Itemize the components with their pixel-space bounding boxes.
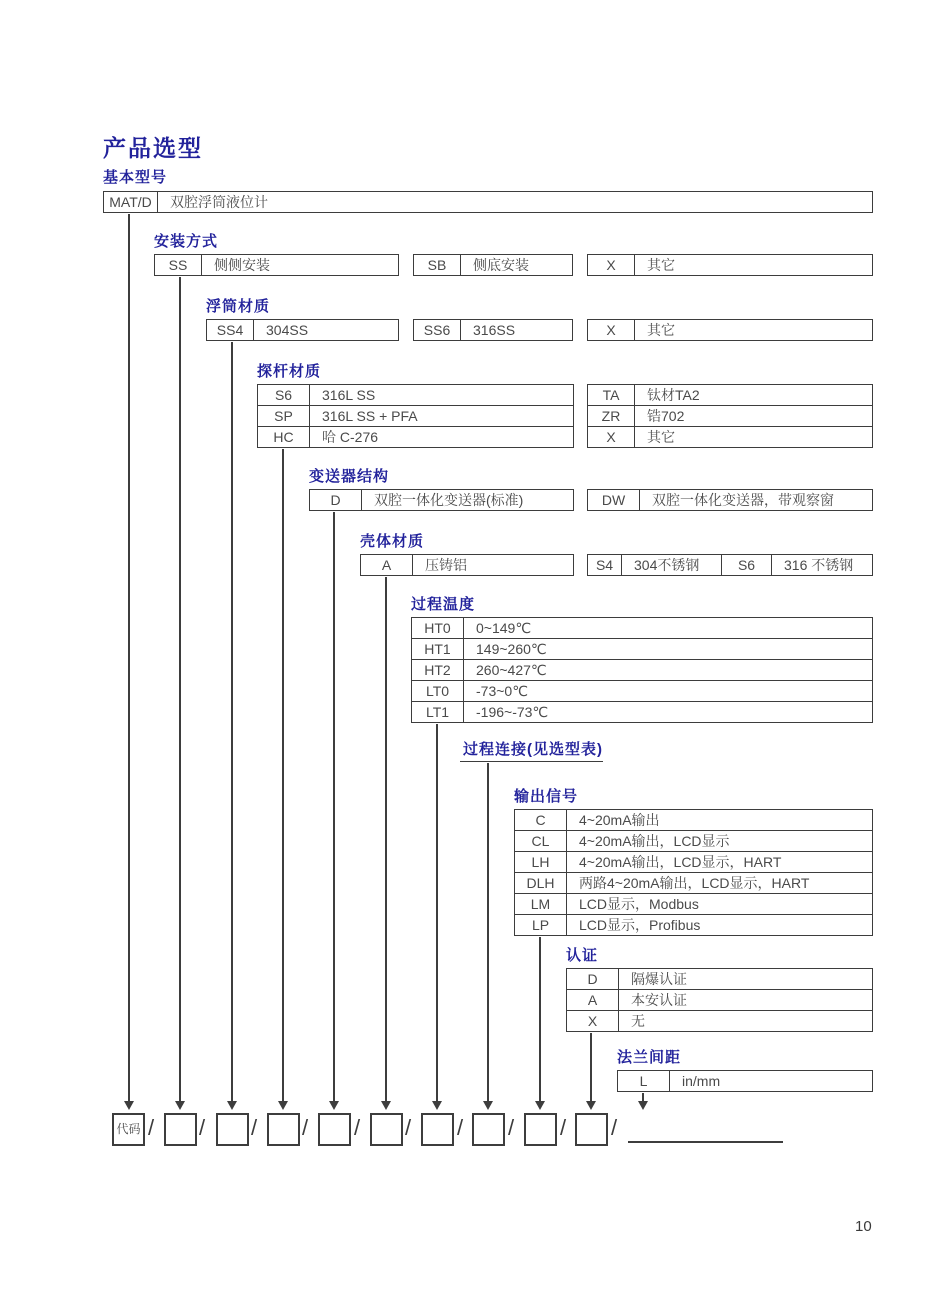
table-row: [258, 405, 573, 426]
table-row: [515, 851, 872, 872]
section-label-basic-model: 基本型号: [103, 169, 168, 186]
table-row: [567, 1010, 872, 1031]
section-label-flange-spacing: 法兰间距: [617, 1049, 682, 1066]
code-blank-box-mounting: [164, 1113, 197, 1146]
desc-cell: 哈 C-276: [309, 427, 573, 447]
desc-cell: -73~0℃: [463, 681, 872, 701]
code-cell: HT2: [424, 662, 451, 678]
table-displacer-ss6: [413, 319, 573, 341]
section-label-transmitter-structure: 变送器结构: [309, 468, 390, 485]
code-cell: SB: [427, 257, 447, 273]
connector-line-basic-model: [128, 214, 130, 1102]
page-title: 产品选型: [103, 135, 203, 161]
desc-cell: 隔爆认证: [618, 969, 872, 989]
code-cell: CL: [531, 833, 550, 849]
table-row: [588, 426, 872, 447]
code-blank-box-connection: [472, 1113, 505, 1146]
code-cell: HT0: [424, 620, 451, 636]
code-cell: S4: [595, 557, 614, 573]
code-blank-box-certification: [575, 1113, 608, 1146]
table-row: [258, 426, 573, 447]
table-row: [104, 192, 872, 212]
section-label-process-connection: 过程连接(见选型表): [463, 741, 603, 758]
slash-separator: /: [354, 1115, 361, 1140]
table-stem-right: [587, 384, 873, 448]
desc-cell: LCD显示，Modbus: [566, 894, 872, 914]
code-blank-box-transmitter: [318, 1113, 351, 1146]
slash-separator: /: [302, 1115, 309, 1140]
desc-cell: 304不锈钢: [621, 555, 721, 575]
code-cell: L: [639, 1073, 648, 1089]
desc-cell: 4~20mA输出: [566, 810, 872, 830]
table-certification: [566, 968, 873, 1032]
table-row: [414, 320, 572, 340]
table-row: [515, 810, 872, 830]
table-output-signal: [514, 809, 873, 936]
table-row: [567, 989, 872, 1010]
desc-cell: 侧底安装: [460, 255, 572, 275]
desc-cell: 260~427℃: [463, 660, 872, 680]
code-cell: DW: [601, 492, 626, 508]
table-row: [588, 405, 872, 426]
table-displacer-other: [587, 319, 873, 341]
code-blank-box-temperature: [421, 1113, 454, 1146]
table-row: [155, 255, 398, 275]
section-label-stem-material: 探杆材质: [257, 363, 322, 380]
section-label-certification: 认证: [566, 947, 599, 964]
connector-line-connection: [487, 763, 489, 1102]
flange-spacing-blank-line: [628, 1141, 783, 1143]
connector-line-transmitter: [333, 512, 335, 1102]
desc-cell: 锆702: [634, 406, 872, 426]
code-cell: LH: [531, 854, 550, 870]
connector-line-temperature: [436, 724, 438, 1102]
table-housing-stainless: [587, 554, 873, 576]
desc-cell: 无: [618, 1011, 872, 1031]
table-row: [412, 638, 872, 659]
code-cell: X: [587, 1013, 598, 1029]
code-cell: SS: [168, 257, 188, 273]
table-row: [412, 701, 872, 722]
code-cell: A: [587, 992, 598, 1008]
slash-separator: /: [405, 1115, 412, 1140]
desc-cell: 侧侧安装: [201, 255, 398, 275]
arrow-down-icon: [278, 1101, 288, 1110]
table-displacer-ss4: [206, 319, 399, 341]
table-row: [588, 320, 872, 340]
arrow-down-icon: [381, 1101, 391, 1110]
slash-separator: /: [611, 1115, 618, 1140]
connector-line-certification: [590, 1033, 592, 1102]
desc-cell: 316L SS: [309, 385, 573, 405]
connector-line-mounting: [179, 277, 181, 1102]
code-cell: DLH: [526, 875, 555, 891]
desc-cell: LCD显示，Profibus: [566, 915, 872, 935]
code-cell: SP: [274, 408, 293, 424]
code-cell: A: [381, 557, 392, 573]
code-cell: SS6: [423, 322, 451, 338]
section-label-process-temperature: 过程温度: [411, 596, 476, 613]
code-cell: X: [606, 322, 616, 338]
page-number: 10: [855, 1218, 872, 1235]
table-row: [567, 969, 872, 989]
table-row: [258, 385, 573, 405]
desc-cell: 双腔一体化变送器，带观察窗: [639, 490, 872, 510]
table-row: [588, 490, 872, 510]
desc-cell: 钛材TA2: [634, 385, 872, 405]
table-row: [412, 680, 872, 701]
table-row: [588, 555, 872, 575]
process-connection-underline: [460, 761, 603, 762]
code-blank-box-housing: [370, 1113, 403, 1146]
code-blank-box-stem: [267, 1113, 300, 1146]
code-cell: LT1: [425, 704, 450, 720]
code-cell: HC: [273, 429, 294, 445]
section-label-output-signal: 输出信号: [514, 788, 579, 805]
arrow-down-icon: [483, 1101, 493, 1110]
desc-cell: 304SS: [253, 320, 398, 340]
desc-cell: 本安认证: [618, 990, 872, 1010]
desc-cell: 4~20mA输出，LCD显示: [566, 831, 872, 851]
table-row: [412, 618, 872, 638]
connector-line-stem: [282, 449, 284, 1102]
table-row: [515, 893, 872, 914]
table-row: [207, 320, 398, 340]
table-mounting-sb: [413, 254, 573, 276]
code-blank-box-output: [524, 1113, 557, 1146]
arrow-down-icon: [535, 1101, 545, 1110]
table-row: [515, 830, 872, 851]
code-cell: LT0: [425, 683, 450, 699]
table-row: [515, 914, 872, 935]
desc-cell: 两路4~20mA输出，LCD显示，HART: [566, 873, 872, 893]
code-cell: ZR: [601, 408, 621, 424]
table-stem-left: [257, 384, 574, 448]
desc-cell: 316L SS + PFA: [309, 406, 573, 426]
slash-separator: /: [457, 1115, 464, 1140]
desc-cell: 其它: [634, 320, 872, 340]
slash-separator: /: [560, 1115, 567, 1140]
connector-line-displacer: [231, 342, 233, 1102]
arrow-down-icon: [227, 1101, 237, 1110]
desc-cell: 4~20mA输出，LCD显示，HART: [566, 852, 872, 872]
section-label-housing-material: 壳体材质: [360, 533, 425, 550]
desc-cell: 316 不锈钢: [771, 555, 872, 575]
desc-cell: 压铸铝: [412, 555, 573, 575]
desc-cell: in/mm: [669, 1071, 872, 1091]
code-cell: C: [535, 812, 546, 828]
table-row: [515, 872, 872, 893]
code-cell: X: [606, 429, 616, 445]
code-blank-box-displacer: [216, 1113, 249, 1146]
connector-line-output: [539, 937, 541, 1102]
code-row-label-box: [112, 1113, 145, 1146]
table-row: [588, 385, 872, 405]
code-cell: LP: [531, 917, 550, 933]
desc-cell: 316SS: [460, 320, 572, 340]
desc-cell: 0~149℃: [463, 618, 872, 638]
arrow-down-icon: [586, 1101, 596, 1110]
table-transmitter-window: [587, 489, 873, 511]
table-row: [361, 555, 573, 575]
connector-line-housing: [385, 577, 387, 1102]
desc-cell: 双腔浮筒液位计: [157, 192, 872, 212]
arrow-down-icon: [432, 1101, 442, 1110]
arrow-down-icon: [329, 1101, 339, 1110]
table-flange-spacing: [617, 1070, 873, 1092]
table-transmitter-standard: [309, 489, 574, 511]
slash-separator: /: [508, 1115, 515, 1140]
arrow-down-icon: [175, 1101, 185, 1110]
table-row: [414, 255, 572, 275]
code-cell: D: [587, 971, 598, 987]
code-cell: S6: [274, 387, 293, 403]
table-mounting-other: [587, 254, 873, 276]
arrow-down-icon: [638, 1101, 648, 1110]
table-mounting-ss: [154, 254, 399, 276]
code-cell: HT1: [424, 641, 451, 657]
section-label-mounting-style: 安装方式: [154, 233, 219, 250]
table-housing-aluminum: [360, 554, 574, 576]
table-row: [310, 490, 573, 510]
code-cell: D: [330, 492, 341, 508]
table-row: [588, 255, 872, 275]
code-row-label: 代码: [116, 1122, 141, 1136]
desc-cell: 其它: [634, 427, 872, 447]
code-cell: LM: [530, 896, 551, 912]
desc-cell: -196~-73℃: [463, 702, 872, 722]
table-process-temperature: [411, 617, 873, 723]
slash-separator: /: [199, 1115, 206, 1140]
arrow-down-icon: [124, 1101, 134, 1110]
table-row: [618, 1071, 872, 1091]
desc-cell: 149~260℃: [463, 639, 872, 659]
code-cell: TA: [602, 387, 620, 403]
code-cell: SS4: [216, 322, 244, 338]
slash-separator: /: [148, 1115, 155, 1140]
table-row: [412, 659, 872, 680]
section-label-displacer-material: 浮筒材质: [206, 298, 271, 315]
code-cell: S6: [721, 555, 771, 575]
slash-separator: /: [251, 1115, 258, 1140]
code-cell: MAT/D: [109, 194, 152, 210]
table-basic-model: [103, 191, 873, 213]
desc-cell: 双腔一体化变送器(标准): [361, 490, 573, 510]
code-cell: X: [606, 257, 616, 273]
desc-cell: 其它: [634, 255, 872, 275]
